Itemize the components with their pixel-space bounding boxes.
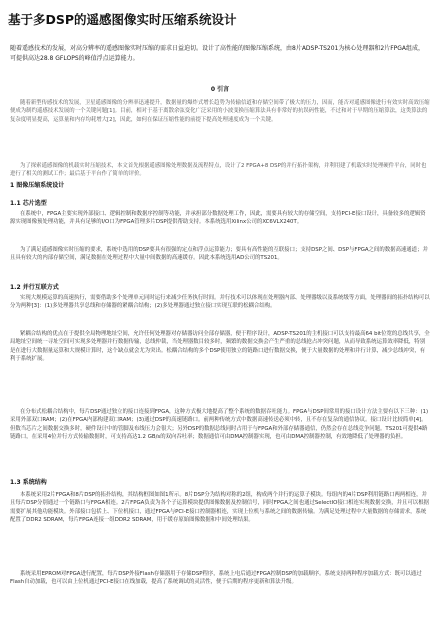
section-heading-1-1: 1.1 芯片选型	[10, 200, 47, 207]
section-heading-1-3: 1.3 系统结构	[10, 479, 47, 486]
paragraph-1-2-a: 实现大规模运算的高速执行，需要借助多个处理单元同时运行来减少任务执行时间。并行技术可以体现在处理器内部、处理器级以及系统级等方面，处理器间的拓扑结构可以分为两种[3]：(1)多处理器共享总线和存储器的紧耦合结构；(2)多处理器通过独立接口实现互联的松耦合结构。	[10, 295, 430, 310]
paragraph-1-2-c: 在分布式松耦合结构中，每片DSP通过独立的接口连接到FPGA，这种方式极大地提高了整个系统的数据吞吐能力。FPGA与DSP间常用的接口设计方法主要有以下三种：(1)采用外部双口RAM；(2)在FPGA内部构建双口RAM；(3)通过DSP的高速链路口。前两种传统方式中数据高速传送必须中转，且不存在复杂的通信协议。接口设计比较简单[4]。但数当芯片之间数据交换多时，硬件设计中的管脚及布线压力会很大；另外DSP的数据总线同时占用于与FPGA和外部存储器通信，仍然会存在总线竞争问题。TS201可提供4路链路口，在采用4位并行方式传输数据时，可支持高达1.2 GB/s的双向吞吐率；数据通信可由DMA控制器实现，也可由DMA控制器控制，有效地降低了处理器的负担。	[10, 409, 429, 441]
page-title: 基于多DSP的遥感图像实时压缩系统设计	[8, 12, 237, 27]
paragraph-1-3-a: 本系统采用2片FPGA和8片DSP的拓扑结构，其结构框图如图1所示。8片DSP分为结构对称的2组，构成两个并行的运算子模块。每组内的4片DSP利用链路口两两相连，并且每片DSP分别通过一个链路口与FPGA相连。2片FPGA负责为各个子运算模块提供图像数据及控制信号，同时FPGA之间也通过SelectIO接口相连实现数据交换，并且可以根据需要扩展其他功能模块。外部接口包括上、下位机接口，通过FPGA与PCI-E接口控制器相连，实现上位机与系统之间的数据传输。为满足处理过程中大量数据的存储需求，系统配置了DDR2 SDRAM，每片FPGA连接一组DDR2 SDRAM，用于缓存原始图像数据和中间处理结果。	[10, 492, 429, 524]
section-heading-intro: 0 引言	[210, 86, 230, 93]
section-heading-1: 1 图像压缩系统设计	[10, 182, 65, 189]
paragraph-1-1-a: 在系统中，FPGA主要实现外部接口、逻辑控制和数据序控制等功能，并承担部分数据处理工作，因此，需要具有较大的存储空间，支持PCI-E接口设计，具备较多的逻辑资源实现图像预处理功能，并具有足够的I/O口为FPGA管理多片DSP提供帮助支持。本系统选用Xilinx公司的XC6VLX240T。	[10, 211, 426, 226]
paragraph-1-3-b: 系统采用EPROM对FPGA进行配置，每片DSP外接Flash存储器用于存储DSP程序，系统上电后通过FPGA控制DSP的加载顺序。系统支持两种程序加载方式：既可以通过Flash自动加载，也可以由上位机通过PCI-E接口在线加载，提高了系统调试的灵活性，便于后期的程序更新和算法升级。	[10, 571, 422, 586]
abstract: 随着遥感技术的发展，对高分辨率的遥感图像实时压缩的需求日益迫切。设计了高性能的图像压缩系统，由8片ADSP-TS201为核心处理器和2片FPGA组成，可提供高达28.8 GFLOPS的峰值浮点运算能力。	[10, 45, 425, 62]
paragraph-intro-2: 为了探索遥感图像的机载实时压缩技术，本文首先根据遥感图像处理数据及流程特点，设计了2 FPGA+8 DSP的并行拓扑架构，并利用建了机载实时处理硬件平台，同时也进行了相关的测试工作；最后基于平台作了简单的评价。	[10, 163, 427, 178]
paragraph-1-2-b: 紧耦合结构的优点在于提供全局物理地址空间，允许任何处理器对存储器访问全部存储器，便于程序设计，ADSP-TS201的主机接口可以支持最高64 bit位宽的总线共享，全局地址空间统一寻址空间可实现多处理器并行数据传输，总线仲裁，当处理器数目较多时，频繁的数据交换会产生严重的总线抢占冲突问题，从而导致系统运算效率降低，特别是在进行大数据量运算和大规模计算时，这个缺点就会尤为突出。松耦合结构的多个DSP使用独立的链路口进行数据交换，便于大量数据的处理和并行计算，减少总线冲突，有利于系统扩展。	[10, 331, 430, 363]
paragraph-intro-1: 随着新型传感技术的发展，卫星遥感图像的分辨率迅速提升，数据量的爆炸式增长趋势为传输信道和存储空间带了极大的压力，因而，能否对遥感图像进行有效实时高效压缩便成为制约遥感技术发展的一个关键问题[1]。目前，相对于基于离散余弦变化广泛采用的小波变换压缩算法具有非常好的抗误码性能，不过和对于早期的压缩算法，这类算法的复杂度明显提高，运算量和内存均耗增大[2]，因此，如何在保证压缩性能的前提下提高处理速度成为一个关键。	[10, 100, 430, 123]
section-heading-1-2: 1.2 并行互联方式	[10, 284, 59, 291]
paragraph-1-1-b: 为了满足遥感图像实时压缩的要求，系统中选用的DSP要具有很强的定点和浮点运算能力；要具有高性能的互联接口；支持DSP之间、DSP与FPGA之间的数据高速通道；并且具有较大的内部存储空间，满足数据在处理过程中大量中间数据的高速缓存。因此本系统选用AD公司的TS201。	[10, 247, 428, 262]
